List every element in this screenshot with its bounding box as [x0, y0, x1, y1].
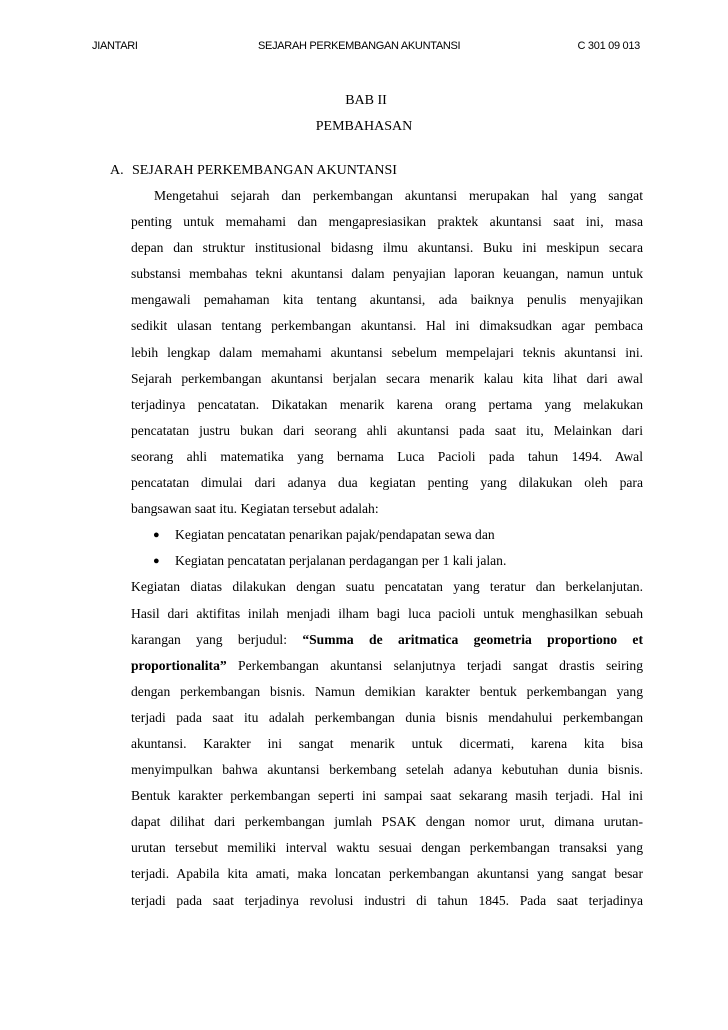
section-title: SEJARAH PERKEMBANGAN AKUNTANSI: [132, 163, 397, 178]
bullet-item: [131, 522, 643, 548]
text-line: dapat dilihat dari perkembangan jumlah PSAK dengan nomor urut, dimana urutan-: [131, 814, 643, 830]
text-line: terjadi pada saat itu adalah perkembangan dunia bisnis mendahului perkembangan: [131, 709, 643, 725]
header-title: SEJARAH PERKEMBANGAN AKUNTANSI: [258, 40, 461, 52]
text-line: dengan perkembangan bisnis. Namun demikian karakter bentuk perkembangan yang: [131, 683, 643, 699]
book-title-part-1: “Summa de aritmatica geometria proportiono et: [302, 631, 643, 647]
text-line: pencatatan dimulai dari adanya dua kegiatan penting yang dilakukan oleh para: [131, 475, 643, 491]
text-line: mengawali pemahaman kita tentang akuntansi, ada baiknya penulis menyajikan: [131, 292, 643, 308]
text-line: pencatatan justru bukan dari seorang ahli akuntansi pada saat itu, Melainkan dari: [131, 422, 643, 438]
bullet-icon: ●: [153, 555, 160, 568]
chapter-title: PEMBAHASAN: [315, 119, 413, 134]
text-run: karangan yang berjudul:: [131, 631, 287, 647]
text-line: terjadi pada saat terjadinya revolusi industri di tahun 1845. Pada saat terjadinya: [131, 892, 643, 908]
bullet-text: Kegiatan pencatatan penarikan pajak/pendapatan sewa dan: [175, 527, 495, 543]
text-line: urutan tersebut memiliki interval waktu sesuai dengan perkembangan transaksi yang: [131, 840, 643, 856]
bullet-text: Kegiatan pencatatan perjalanan perdagangan per 1 kali jalan.: [175, 553, 507, 569]
text-line: Bentuk karakter perkembangan seperti ini sampai saat sekarang masih terjadi. Hal ini: [131, 788, 643, 804]
header-author: JIANTARI: [92, 40, 138, 52]
text-line: bangsawan saat itu. Kegiatan tersebut adalah:: [131, 501, 379, 517]
header-id: C 301 09 013: [577, 40, 640, 52]
text-line: menyimpulkan bahwa akuntansi berkembang setelah adanya kebutuhan dunia bisnis.: [131, 762, 643, 778]
text-line: substansi membahas tekni akuntansi dalam penyajian laporan keuangan, namun untuk: [131, 266, 643, 282]
chapter-number: BAB II: [345, 93, 387, 108]
bullet-icon: ●: [153, 529, 160, 542]
page-header: [92, 40, 640, 56]
section-marker: A.: [110, 163, 124, 178]
text-line: penting untuk memahami dan mengapresiasikan praktek akuntansi saat ini, masa: [131, 214, 643, 230]
text-line: seorang ahli matematika yang bernama Luca Pacioli pada tahun 1494. Awal: [131, 448, 643, 464]
bullet-item: [131, 548, 643, 574]
text-line: Mengetahui sejarah dan perkembangan akuntansi merupakan hal yang sangat: [154, 188, 643, 203]
chapter-heading: [0, 88, 728, 140]
text-line: lebih lengkap dalam memahami akuntansi sebelum mempelajari teknis akuntansi ini.: [131, 344, 643, 360]
text-line: akuntansi. Karakter ini sangat menarik untuk dicermati, karena kita bisa: [131, 735, 643, 751]
text-line: depan dan struktur institusional bidasng ilmu akuntansi. Buku ini meskipun secara: [131, 240, 643, 256]
body-text: [131, 183, 643, 914]
text-line: Sejarah perkembangan akuntansi berjalan secara menarik kalau kita lihat dari awal: [131, 370, 643, 386]
text-line: [131, 627, 643, 653]
text-line: terjadinya pencatatan. Dikatakan menarik karena orang pertama yang melakukan: [131, 396, 643, 412]
text-line: sedikit ulasan tentang perkembangan akuntansi. Hal ini dimaksudkan agar pembaca: [131, 318, 643, 334]
book-title-part-2: proportionalita”: [131, 657, 227, 673]
text-line: terjadi. Apabila kita amati, maka loncatan perkembangan akuntansi yang sangat besar: [131, 866, 643, 882]
text-line: Kegiatan diatas dilakukan dengan suatu pencatatan yang teratur dan berkelanjutan.: [131, 579, 643, 595]
text-line: [131, 653, 643, 679]
section-heading: [110, 163, 397, 179]
text-line: Hasil dari aktifitas inilah menjadi ilham bagi luca pacioli untuk menghasilkan sebuah: [131, 605, 643, 621]
text-run: Perkembangan akuntansi selanjutnya terjadi sangat drastis seiring: [238, 657, 643, 673]
